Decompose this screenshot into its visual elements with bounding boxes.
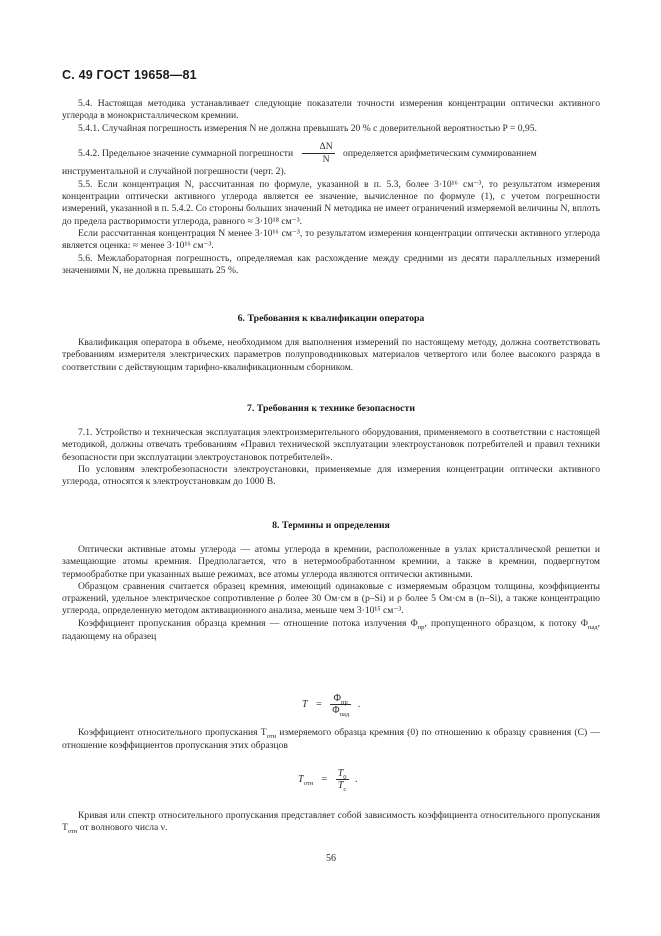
section-7-heading: 7. Требования к технике безопасности	[247, 403, 415, 414]
formula-2-den-subscript: c	[343, 786, 347, 793]
formula-2-fraction	[336, 768, 349, 791]
error-fraction-denominator: N	[322, 154, 330, 166]
page-header: С. 49 ГОСТ 19658—81	[62, 68, 197, 82]
formula-1-den-symbol: Φ	[332, 705, 340, 716]
relative-transmission-formula	[298, 768, 358, 791]
p8-3-part-c: , падающему на образец	[62, 617, 600, 643]
paragraph-5-4-2	[62, 141, 600, 167]
section-7-text	[62, 427, 600, 488]
paragraph-5-4-1: 5.4.1. Случайная погрешность измерения N не должна превышать 20 % с доверительной вероятностью P = 0,95.	[78, 122, 537, 134]
formula-1-num-subscript: пр	[340, 699, 348, 706]
section-8-text-3	[62, 810, 600, 836]
paragraph-8-1: Оптически активные атомы углерода — атомы углерода в кремнии, расположенные в узлах кристаллической решетки и замещающие атомы кремния. Предполагается, что в нетермообработанном кремнии, а также в кремнии, подвергнутом термообработке при указанных выше режимах, все атомы углерода являются оптически активными.	[62, 544, 600, 580]
formula-1-fraction	[330, 693, 351, 716]
paragraph-5-5: 5.5. Если концентрация N, рассчитанная по формуле, указанной в п. 5.3, более 3·10¹⁶ см⁻³, то результатом измерения концентрации оптически активного углерода является ее значение, вычисленное по формуле (1), с учетом погрешности измерений, указанной в п. 5.4.2. Со стороны больших значений N методика не имеет ограничений измеряемой величины N, вплоть до предела растворимости углерода, равного ≈ 3·10¹⁸ см⁻³.	[62, 178, 600, 227]
formula-1-dot: .	[357, 698, 361, 710]
formula-2-equals: =	[321, 773, 328, 785]
paragraph-7-2: По условиям электробезопасности электроустановки, применяемые для измерения концентрации оптически активного углерода, относятся к электроустановкам до 1000 В.	[62, 463, 600, 488]
p8-3-part-a: Коэффициент пропускания образца кремния — отношение потока излучения Φ	[78, 617, 418, 629]
p8-3-sub-1: пр	[417, 623, 425, 631]
formula-2-lhs: T	[298, 773, 304, 785]
paragraph-8-2: Образцом сравнения считается образец кремния, имеющий одинаковые с измеряемым образцом толщины, коэффициенты отражений, удельное электрическое сопротивление ρ более 30 Ом·см в (p–Si) и ρ более 5 Ом·см в (n–Si), а также концентрацию углерода, определенную методом активационного анализа, меньше чем 3·10¹⁵ см⁻³.	[62, 580, 600, 617]
document-page	[62, 0, 600, 936]
paragraph-5-4-2-continuation: инструментальной и случайной погрешности (черт. 2).	[62, 166, 287, 178]
formula-1-numerator	[330, 693, 351, 705]
paragraph-8-3	[62, 618, 600, 644]
paragraph-5-6: 5.6. Межлабораторная погрешность, определяемая как расхождение между средними из десяти параллельных измерений значениями N, не должна превышать 25 %.	[62, 252, 600, 276]
page-number: 56	[326, 853, 336, 864]
formula-2-dot: .	[355, 773, 358, 785]
p8-5-sub: отн	[67, 828, 78, 836]
formula-2-numerator	[336, 768, 349, 780]
paragraph-5-4-2-trail: определяется арифметическим суммированием	[343, 147, 537, 159]
paragraph-5-4: 5.4. Настоящая методика устанавливает следующие показатели точности измерения концентрации оптически активного углерода в монокристаллическом кремнии.	[62, 98, 600, 122]
p8-5-part-b: от волнового числа ν.	[77, 822, 168, 834]
formula-1-num-symbol: Φ	[333, 693, 341, 704]
p8-4-sub: отн	[266, 733, 277, 740]
section-8-heading: 8. Термины и определения	[272, 520, 390, 531]
formula-2-denominator	[336, 780, 349, 791]
p8-3-part-b: , пропущенного образцом, к потоку Φ	[424, 617, 588, 629]
error-fraction	[302, 141, 335, 167]
section-6-heading: 6. Требования к квалификации оператора	[237, 313, 425, 324]
p8-4-part-a: Коэффициент относительного пропускания T	[78, 727, 267, 738]
formula-2-num-symbol: T	[337, 768, 344, 779]
paragraph-6-1: Квалификация оператора в объеме, необходимом для выполнения измерений по настоящему методу, должна соответствовать требованиям измерителя электрических параметров полупроводниковых материалов четвертого или более высокого разряда в соответствии с действующим тарифно-квалификационным сборником.	[62, 337, 600, 373]
formula-2-num-subscript: 0	[343, 774, 347, 781]
p8-3-sub-2: пад	[587, 623, 598, 631]
paragraph-5-4-2-lead: 5.4.2. Предельное значение суммарной погрешности	[78, 147, 294, 159]
formula-1-lhs: T	[302, 698, 308, 710]
formula-1-den-subscript: пад	[339, 711, 350, 718]
section-8-text-2	[62, 727, 600, 753]
section-6-text	[62, 337, 600, 374]
paragraph-8-4	[62, 727, 600, 753]
section-8-text	[62, 544, 600, 643]
p8-4-part-b: измеряемого образца кремния (0) по отношению к образцу сравнения (С) — отношение коэффициентов пропускания этих образцов	[62, 727, 600, 752]
formula-1-equals: =	[316, 698, 322, 710]
paragraph-7-1: 7.1. Устройство и техническая эксплуатация электроизмерительного оборудования, применяемого в соответствии с настоящей методикой, должны отвечать требованиям «Правил технической эксплуатации электроустановок потребителей и правил техники безопасности при эксплуатации электроустановок потребителей».	[62, 427, 600, 463]
error-fraction-numerator: ΔN	[302, 141, 335, 154]
section-5-text	[62, 98, 600, 277]
paragraph-5-5-estimate: Если рассчитанная концентрация N менее 3·10¹⁶ см⁻³, то результатом измерения концентрации оптически активного углерода является оценка: ≈ менее 3·10¹⁶ см⁻³.	[62, 227, 600, 252]
formula-2-lhs-subscript: отн	[303, 779, 314, 787]
transmission-formula	[302, 693, 360, 716]
formula-1-denominator	[330, 705, 351, 716]
p8-5-part-a: Кривая или спектр относительного пропускания представляет собой зависимость коэффициента относительного пропускания T	[62, 810, 600, 834]
paragraph-8-5	[62, 810, 600, 836]
formula-2-den-symbol: T	[337, 780, 344, 791]
